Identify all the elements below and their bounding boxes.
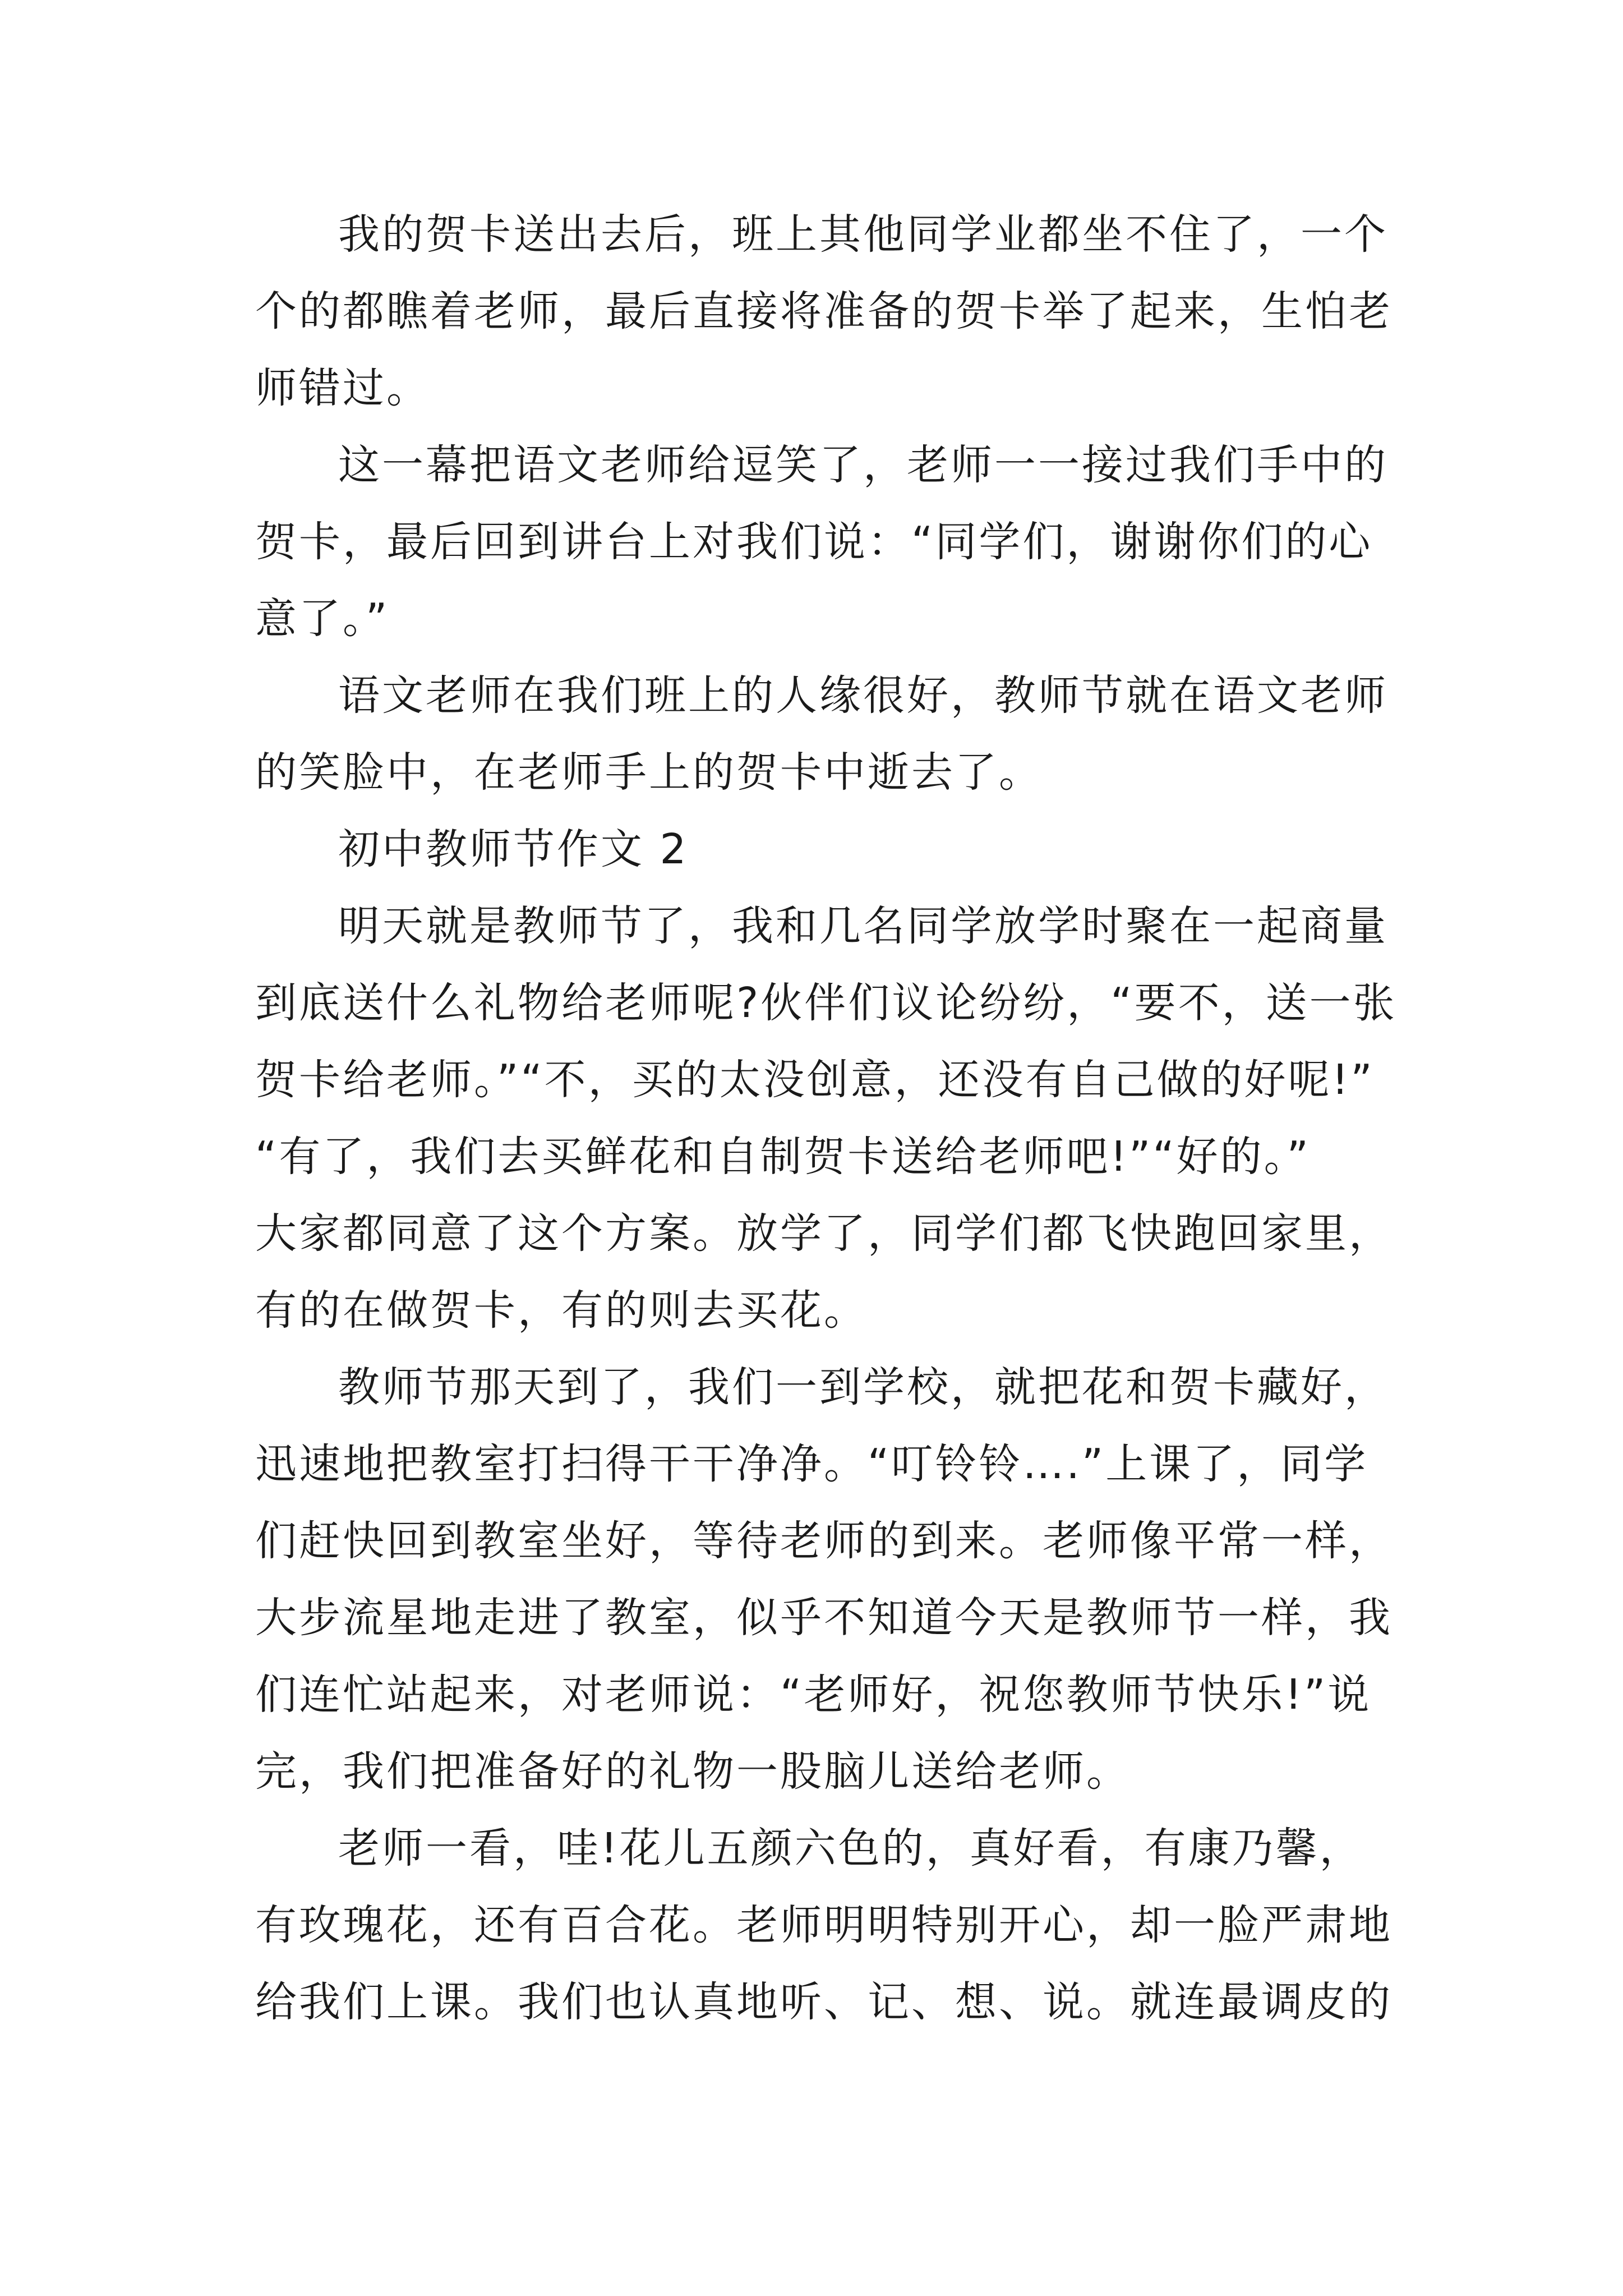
paragraph [255, 196, 1399, 427]
paragraph [255, 427, 1399, 657]
text-line: 完，我们把准备好的礼物一股脑儿送给老师。 [255, 1747, 1130, 1796]
text-line: 这一幕把语文老师给逗笑了，老师一一接过我们手中的 [338, 441, 1388, 489]
heading-line: 初中教师节作文 2 [338, 825, 689, 873]
text-line: 大步流星地走进了教室，似乎不知道今天是教师节一样，我 [255, 1594, 1393, 1642]
text-line: 老师一看，哇!花儿五颜六色的，真好看，有康乃馨， [338, 1824, 1363, 1872]
article-body [255, 196, 1399, 2041]
text-line: 语文老师在我们班上的人缘很好，教师节就在语文老师 [338, 671, 1388, 720]
text-line: 给我们上课。我们也认真地听、记、想、说。就连最调皮的 [255, 1978, 1393, 2026]
text-line: 贺卡给老师。”“不，买的太没创意，还没有自己做的好呢!” [255, 1056, 1375, 1104]
text-line: 意了。” [255, 595, 390, 643]
text-line: 迅速地把教室打扫得干干净净。“叮铃铃….”上课了，同学 [255, 1440, 1368, 1488]
text-line: 明天就是教师节了，我和几名同学放学时聚在一起商量 [338, 902, 1388, 950]
text-line: 们连忙站起来，对老师说：“老师好，祝您教师节快乐!”说 [255, 1671, 1372, 1719]
paragraph [255, 888, 1399, 1349]
text-line: 们赶快回到教室坐好，等待老师的到来。老师像平常一样， [255, 1517, 1393, 1565]
text-line: 师错过。 [255, 364, 430, 412]
text-line: 有的在做贺卡，有的则去买花。 [255, 1286, 868, 1335]
text-line: 有玫瑰花，还有百合花。老师明明特别开心，却一脸严肃地 [255, 1901, 1393, 1949]
text-line: 到底送什么礼物给老师呢?伙伴们议论纷纷，“要不，送一张 [255, 979, 1397, 1027]
text-line: 大家都同意了这个方案。放学了，同学们都飞快跑回家里， [255, 1209, 1393, 1258]
text-line: 贺卡，最后回到讲台上对我们说：“同学们，谢谢你们的心 [255, 518, 1373, 566]
text-line: 个的都瞧着老师，最后直接将准备的贺卡举了起来，生怕老 [255, 287, 1393, 335]
text-line: “有了，我们去买鲜花和自制贺卡送给老师吧!”“好的。” [255, 1133, 1311, 1181]
paragraph [255, 657, 1399, 811]
paragraph [255, 1810, 1399, 2041]
section-heading [255, 811, 1399, 888]
text-line: 我的贺卡送出去后，班上其他同学业都坐不住了，一个 [338, 210, 1388, 259]
text-line: 的笑脸中，在老师手上的贺卡中逝去了。 [255, 748, 1043, 797]
text-line: 教师节那天到了，我们一到学校，就把花和贺卡藏好， [338, 1363, 1388, 1411]
paragraph [255, 1349, 1399, 1810]
